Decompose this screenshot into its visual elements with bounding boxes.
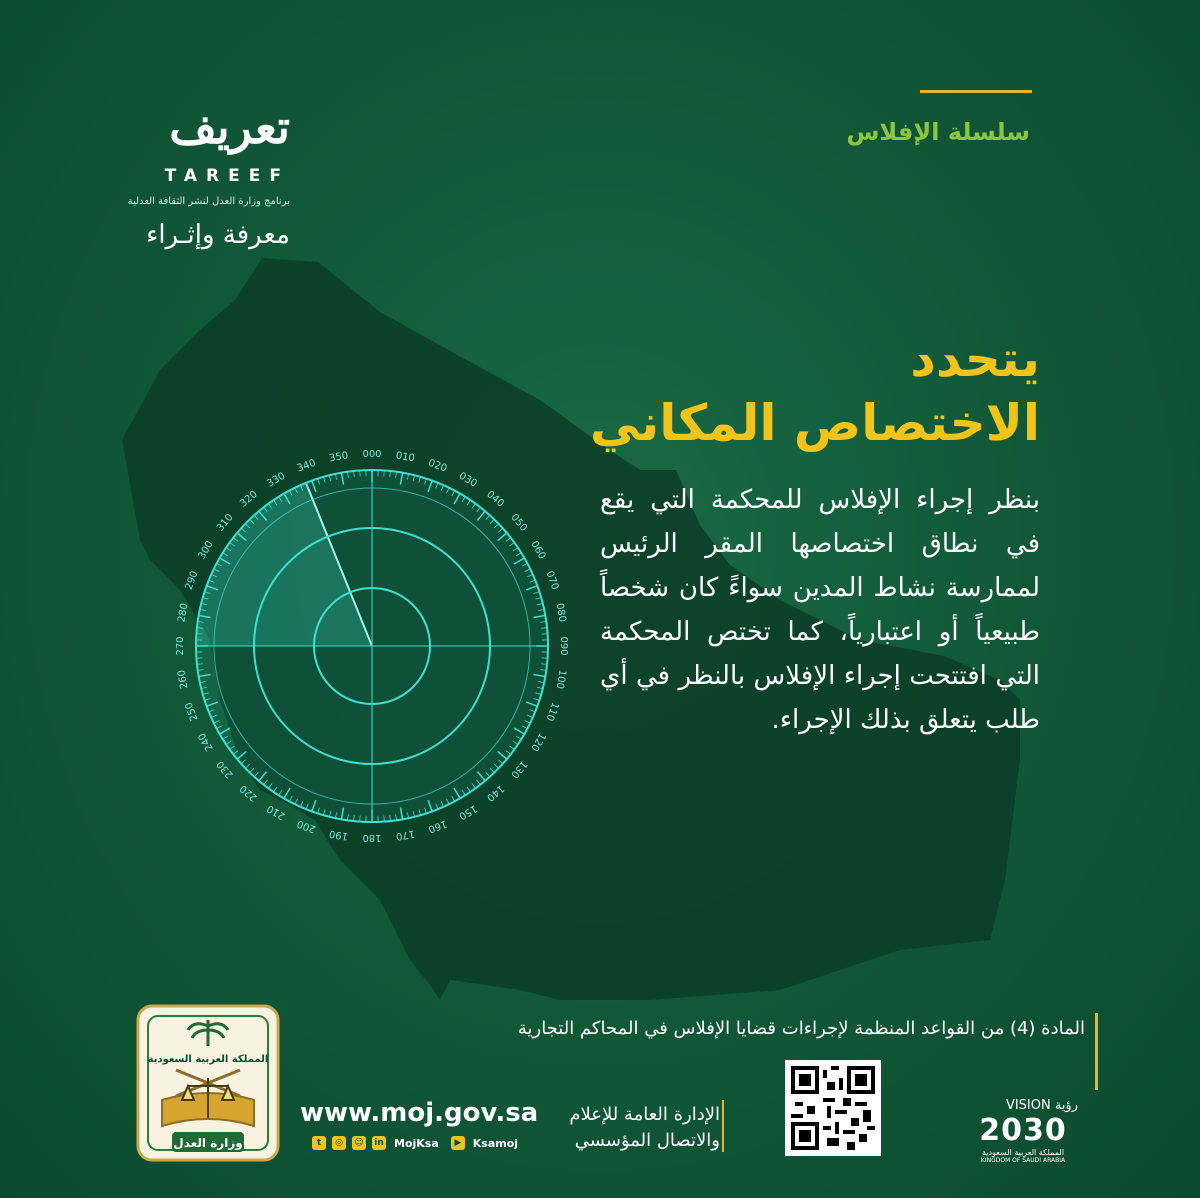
body-paragraph: بنظر إجراء الإفلاس للمحكمة التي يقع في نطاق اختصاصها المقر الرئيس لممارسة نشاط المدين سواءً كان شخصاً طبيعياً أو اعتبارياً، كما تختص المحكمة التي افتتحت إجراء الإفلاس بالنظر في أي طلب يتعلق بذلك الإجراء. xyxy=(600,485,1040,735)
tick-label: 310 xyxy=(214,512,236,534)
tick-label: 110 xyxy=(543,700,561,723)
tick-label: 350 xyxy=(328,450,350,465)
tick-label: 230 xyxy=(214,758,236,780)
series-accent-line xyxy=(920,90,1032,93)
social-bar xyxy=(312,1136,524,1150)
tick-label: 080 xyxy=(553,602,568,624)
logo-subtitle: برنامج وزارة العدل لنشر الثقافة العدلية xyxy=(127,196,290,207)
tick-label: 200 xyxy=(295,817,318,835)
media-department xyxy=(560,1102,720,1154)
tick-label: 050 xyxy=(508,512,530,534)
tick-label: 330 xyxy=(265,470,288,490)
youtube-icon[interactable]: ▶ xyxy=(451,1136,465,1150)
qr-code-icon xyxy=(791,1066,875,1150)
vision-year: 2030 xyxy=(979,1113,1067,1148)
tick-label: 010 xyxy=(394,450,416,465)
logo-name-english: TAREEF xyxy=(164,166,290,186)
tick-label: 220 xyxy=(238,782,260,804)
tick-label: 240 xyxy=(196,730,216,753)
linkedin-icon[interactable]: in xyxy=(372,1136,386,1150)
article-reference: المادة (4) من القواعد المنظمة لإجراءات قضايا الإفلاس في المحاكم التجارية xyxy=(517,1018,1085,1039)
tick-label: 280 xyxy=(176,602,191,624)
ministry-emblem xyxy=(132,1000,284,1166)
series-title: سلسلة الإفلاس xyxy=(846,118,1030,146)
emblem-top-text: المملكة العربية السعودية xyxy=(147,1054,269,1065)
tick-label: 250 xyxy=(183,700,201,723)
tick-label: 150 xyxy=(456,802,479,822)
article-accent-bar xyxy=(1095,1013,1098,1090)
tick-label: 130 xyxy=(508,758,530,780)
headline-line-1: يتحدد xyxy=(910,330,1040,388)
tick-label: 270 xyxy=(175,636,186,656)
media-department-line-1: الإدارة العامة للإعلام xyxy=(569,1104,720,1125)
instagram-icon[interactable]: ◎ xyxy=(332,1136,346,1150)
tick-label: 160 xyxy=(426,817,449,835)
tick-label: 090 xyxy=(558,636,569,656)
tick-label: 260 xyxy=(176,668,191,690)
tick-label: 120 xyxy=(528,730,548,753)
radar-compass xyxy=(175,432,570,860)
snapchat-icon[interactable]: ☺ xyxy=(352,1136,366,1150)
tick-label: 070 xyxy=(543,569,561,592)
qr-code[interactable] xyxy=(785,1060,881,1156)
tick-label: 020 xyxy=(426,457,449,475)
vision-kingdom-english: KINGDOM OF SAUDI ARABIA xyxy=(980,1157,1066,1164)
tick-label: 180 xyxy=(362,832,382,843)
tick-label: 170 xyxy=(394,827,416,842)
headline-line-2: الاختصاص المكاني xyxy=(589,394,1040,452)
tick-label: 060 xyxy=(528,539,548,562)
tick-label: 000 xyxy=(362,449,382,460)
tick-label: 100 xyxy=(553,668,568,690)
tick-label: 140 xyxy=(484,782,506,804)
tick-label: 300 xyxy=(196,539,216,562)
vision-label: VISION رؤية xyxy=(1005,1098,1078,1113)
social-handle-1[interactable]: MojKsa xyxy=(394,1136,439,1150)
media-department-line-2: والاتصال المؤسسي xyxy=(574,1130,720,1151)
social-handle-2[interactable]: Ksamoj xyxy=(472,1136,519,1150)
vision-2030-logo xyxy=(968,1098,1078,1164)
tick-label: 290 xyxy=(183,569,201,592)
tick-label: 210 xyxy=(265,802,288,822)
website-link[interactable]: www.moj.gov.sa xyxy=(300,1098,539,1128)
tick-label: 340 xyxy=(295,457,318,475)
logo-name-arabic: تعريف xyxy=(169,100,290,154)
tick-label: 320 xyxy=(238,488,260,510)
logo-tagline: معرفة وإثـراء xyxy=(146,220,290,250)
tick-label: 040 xyxy=(484,488,506,510)
media-accent-line xyxy=(722,1100,724,1152)
vision-kingdom-arabic: المملكة العربية السعودية xyxy=(981,1148,1065,1157)
emblem-bottom-text: وزارة العدل xyxy=(173,1136,243,1150)
twitter-icon[interactable]: t xyxy=(312,1136,326,1150)
tick-label: 190 xyxy=(328,827,350,842)
tick-label: 030 xyxy=(456,470,479,490)
